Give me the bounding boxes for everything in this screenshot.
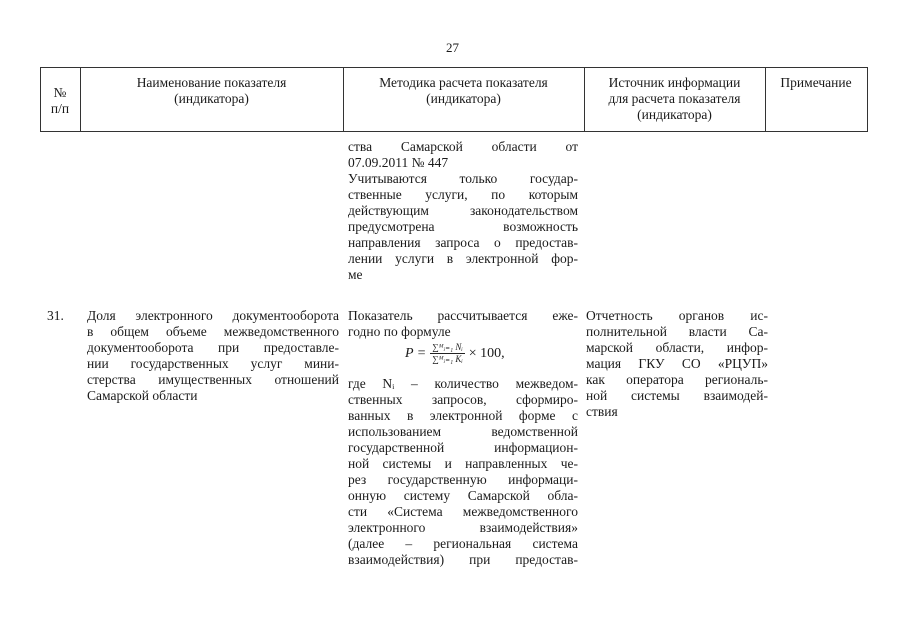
method-intro: Показатель рассчитывается еже- годно по формуле bbox=[348, 308, 578, 339]
formula-rest: × 100, bbox=[468, 345, 505, 361]
continued-method-text: ства Самарской области от 07.09.2011 № 447 Учитываются только государ- ственные услуги, по которым действующим законодательством предусмотрена возможность направления запроса о предостав- лении услуги в электронной фор- ме bbox=[348, 139, 578, 282]
header-source: Источник информации для расчета показателя (индикатора) bbox=[608, 75, 741, 122]
row-number: 31. bbox=[47, 308, 64, 323]
formula-denominator: ∑ᴹᵢ₌₁ Kᵢ bbox=[432, 354, 463, 364]
indicator-name: Доля электронного документооборота в общем объеме межведомственного документооборота при предоставле- нии государственных услуг мини- стерства имущественных отношений Самарской области bbox=[87, 308, 339, 403]
header-note: Примечание bbox=[780, 75, 852, 90]
header-divider bbox=[867, 67, 868, 131]
formula-fraction bbox=[430, 342, 465, 365]
information-source: Отчетность органов ис- полнительной власти Са- марской области, инфор- мация ГКУ СО «РЦУП» как оператора региональ- ной системы взаимодей- ствия bbox=[586, 308, 768, 419]
header-indicator-name: Наименование показателя (индикатора) bbox=[136, 75, 287, 106]
formula bbox=[405, 342, 505, 365]
formula-numerator: ∑ᴹᵢ₌₁ Nᵢ bbox=[432, 342, 463, 352]
header-method: Методика расчета показателя (индикатора) bbox=[379, 75, 548, 106]
header-bottom-border bbox=[40, 131, 868, 132]
page-number: 27 bbox=[446, 40, 459, 55]
method-description: где Nᵢ – количество межведом- ственных запросов, сформиро- ванных в электронной форме с использованием ведомственной государственной информацион- ной системы и направленных че- рез государственную информаци- онную систему Самарской обла- сти «Система межведомственного электронного взаимодействия» (далее – региональная система взаимодействия) при предостав- bbox=[348, 376, 578, 567]
header-number: № п/п bbox=[50, 85, 70, 116]
formula-lhs: P = bbox=[405, 345, 427, 361]
table-top-border bbox=[40, 67, 868, 68]
